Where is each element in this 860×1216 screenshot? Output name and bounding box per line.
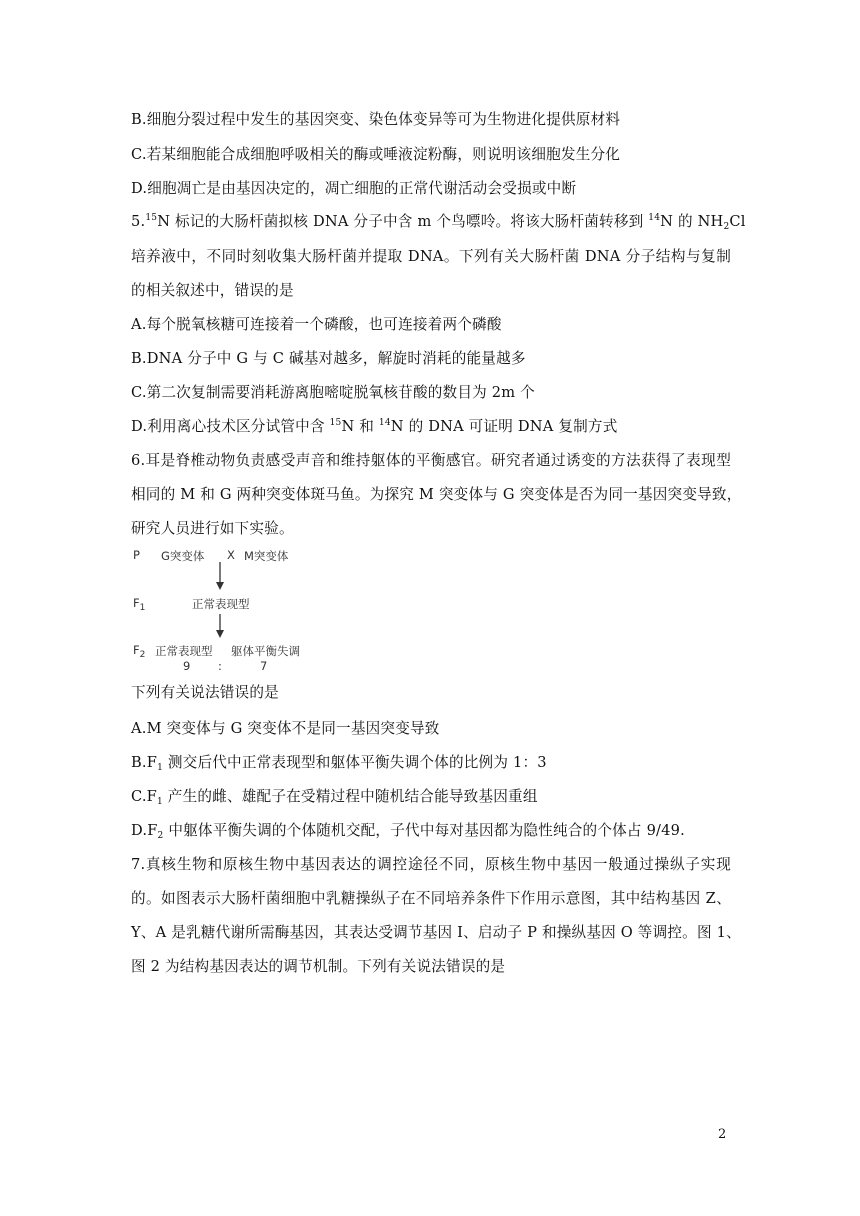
q7-stem-line-3: Y、A 是乳糖代谢所需酶基因，其表达受调节基因 I、启动子 P 和操纵基因 O 等调控。图 1、 bbox=[131, 924, 741, 941]
q5-option-d: D.利用离心技术区分试管中含 $^{15}$N 和 $^{14}$N 的 DNA 可证明 DNA 复制方式 bbox=[131, 418, 618, 435]
q7-stem-line-4: 图 2 为结构基因表达的调节机制。下列有关说法错误的是 bbox=[131, 958, 506, 975]
f2-ataxia-phenotype-label: 躯体平衡失调 bbox=[231, 644, 300, 658]
q6-option-c: $C.F_1$ 产生的雌、雄配子在受精过程中随机结合能导致基因重组 bbox=[131, 788, 538, 807]
q5-option-c: C.第二次复制需要消耗游离胞嘧啶脱氧核苷酸的数目为 2m 个 bbox=[131, 384, 535, 401]
q6-question: 下列有关说法错误的是 bbox=[131, 684, 279, 701]
q5-option-b: B.DNA 分子中 G 与 C 碱基对越多，解旋时消耗的能量越多 bbox=[131, 350, 526, 367]
q5-stem-line-1: 5.15N 标记的大肠杆菌拟核 DNA 分子中含 m 个鸟嘌呤。将该大肠杆菌转移到 $^{14}$N 的 $NH_2Cl$ bbox=[131, 213, 746, 232]
q5-option-a: A.每个脱氧核糖可连接着一个磷酸，也可连接着两个磷酸 bbox=[131, 316, 502, 333]
f1-phenotype-label: 正常表现型 bbox=[192, 597, 250, 611]
q6-stem-line-1: 6.耳是脊椎动物负责感受声音和维持躯体的平衡感官。研究者通过诱变的方法获得了表现型 bbox=[131, 452, 731, 469]
q7-stem-line-1: 7.真核生物和原核生物中基因表达的调控途径不同，原核生物中基因一般通过操纵子实现 bbox=[131, 856, 731, 873]
m-mutant-label: M突变体 bbox=[244, 549, 289, 563]
page-number: 2 bbox=[718, 1127, 727, 1142]
p-to-f1-arrowhead bbox=[216, 582, 224, 590]
q6-option-b: $B.F_1$ 测交后代中正常表现型和躯体平衡失调个体的比例为 1：3 bbox=[131, 754, 547, 773]
q6-option-a: A.M 突变体与 G 突变体不是同一基因突变导致 bbox=[131, 720, 440, 737]
f1-generation-label: $F_1$ bbox=[133, 596, 146, 613]
q4-option-d: D.细胞凋亡是由基因决定的，凋亡细胞的正常代谢活动会受损或中断 bbox=[131, 180, 577, 197]
f1-to-f2-arrowhead bbox=[216, 630, 224, 638]
g-mutant-label: G突变体 bbox=[161, 549, 205, 563]
q5-stem-line-2: 培养液中，不同时刻收集大肠杆菌并提取 DNA。下列有关大肠杆菌 DNA 分子结构与复制 bbox=[131, 248, 731, 265]
q6-option-d: $D.F_2$ 中躯体平衡失调的个体随机交配，子代中每对基因都为隐性纯合的个体占 9/49. bbox=[131, 822, 685, 841]
p-generation-label: P bbox=[133, 548, 140, 562]
q5-stem-line-3: 的相关叙述中，错误的是 bbox=[131, 282, 294, 299]
f2-normal-phenotype-label: 正常表现型 bbox=[155, 644, 213, 658]
ratio-ataxia: 7 bbox=[260, 659, 268, 673]
genetic-cross-diagram bbox=[131, 542, 306, 673]
cross-symbol: X bbox=[227, 548, 235, 562]
ratio-normal: 9 bbox=[183, 659, 191, 673]
f2-generation-label: $F_2$ bbox=[133, 643, 146, 660]
ratio-colon: : bbox=[218, 659, 222, 673]
q4-option-c: C.若某细胞能合成细胞呼吸相关的酶或唾液淀粉酶，则说明该细胞发生分化 bbox=[131, 146, 621, 163]
q6-stem-line-2: 相同的 M 和 G 两种突变体斑马鱼。为探究 M 突变体与 G 突变体是否为同一基因突变导致， bbox=[131, 486, 742, 503]
q4-option-b: B.细胞分裂过程中发生的基因突变、染色体变异等可为生物进化提供原材料 bbox=[131, 111, 621, 128]
q7-stem-line-2: 的。如图表示大肠杆菌细胞中乳糖操纵子在不同培养条件下作用示意图，其中结构基因 Z、 bbox=[131, 890, 731, 907]
q6-stem-line-3: 研究人员进行如下实验。 bbox=[131, 520, 294, 537]
